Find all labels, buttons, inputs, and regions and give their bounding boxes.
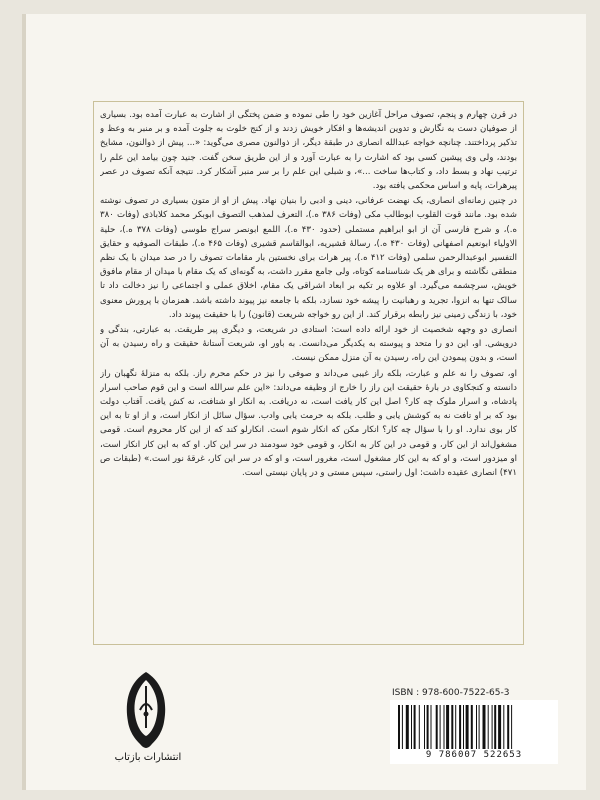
- barcode-stripe: [459, 705, 461, 749]
- barcode-stripe: [479, 705, 480, 749]
- isbn-label: ISBN : 978-600-7522-65-3: [392, 688, 510, 698]
- publisher-name: انتشارات بازتاب: [114, 752, 182, 763]
- barcode-stripe: [406, 705, 409, 749]
- blurb-paragraph-4: او، تصوف را نه علم و عبارت، بلکه راز غیبی می‌داند و صوفی را نیز در حکم محرم راز. بلکه به منزلهٔ نگهبان راز دانسته و کنجکاوی در بارهٔ حقیقت این راز را خارج از وظیفه می‌داند: «این علم سرالله است و این قوم صاحب اسرار پادشاه، و اسرار ملوک چه کار؟ اصل این کار یافت است، نه دریافت. به انکار او شتافت، نه کش یافت. آفتاب دولت بود که بر او تافت نه به کوشش یابی و طلب. بلکه به حرمت یابی وادب. سؤال سائل از انکار است، و از او تا به این کار بوی ندارد. او را با سؤال چه کار؟ انکار مکن که انکار شوم است. انکارلو کند که از این کار محروم است. قومی مشغول‌اند از این کار، و قومی در این کار به انکار، و قومی خود سودمند در سر این کار. او که به این کار انکار است، او میزدور است، و او که به این کار مشغول است، مغرور است، و او که در سر این کار، غرقهٔ نور است.» (طبقات ص ۴۷۱) انصاری عقیده داشت: اول راستی، سپس مستی و در پایان نیستی است.: [100, 368, 517, 479]
- blurb-paragraph-3: انصاری دو وجهه شخصیت از خود ارائه داده است: استادی در شریعت، و دیگری پیر طریقت. به عبارتی، بندگی و درویشی. او، این دو را متحد و پیوسته به یکدیگر می‌دانست. به باور او، شریعت آستانهٔ حقیقت و راه رسیدن به آن است، و بدون پیمودن این راه، رسیدن به آن منزل ممکن نیست.: [100, 325, 517, 364]
- barcode-stripe: [402, 705, 403, 749]
- barcode-stripe: [483, 705, 486, 749]
- barcode-stripe: [471, 705, 473, 749]
- publisher-logo-icon: [118, 668, 174, 754]
- barcode-stripe: [455, 705, 456, 749]
- barcode-stripe: [427, 705, 429, 749]
- barcode-stripe: [511, 705, 512, 749]
- barcode-stripe: [446, 705, 449, 749]
- barcode-stripe: [419, 705, 420, 749]
- barcode-stripe: [414, 705, 416, 749]
- barcode-stripe: [436, 705, 438, 749]
- barcode-stripe: [507, 705, 509, 749]
- barcode: [390, 700, 558, 764]
- barcode-stripe: [398, 705, 400, 749]
- barcode-stripe: [488, 705, 489, 749]
- barcode-stripe: [476, 705, 477, 749]
- barcode-stripe: [440, 705, 441, 749]
- barcode-stripe: [463, 705, 464, 749]
- barcode-stripe: [424, 705, 425, 749]
- barcode-bars-icon: [398, 705, 550, 749]
- barcode-stripe: [494, 705, 496, 749]
- barcode-stripe: [411, 705, 412, 749]
- blurb-paragraph-2: در چنین زمانه‌ای انصاری، یک نهضت عرفانی، دینی و ادبی را بنیان نهاد. پیش از او از متون بسیاری در تصوف نوشته شده بود. مانند قوت القلوب ابوطالب مکی (وفات ۳۸۶ ه.)، التعرف لمذهب التصوف ابوبکر محمد کلاباذی (وفات ۳۸۰ ه.)، و شرح فارسی آن از ابو ابراهیم مستملی (حدود ۴۳۰ ه.)، اللمع ابونصر سراج طوسی (وفات ۳۷۸ ه.)، حلیة الاولیاء ابونعیم اصفهانی (وفات ۴۳۰ ه.)، رسالهٔ قشیریه، ابوالقاسم قشیری (وفات ۴۶۵ ه.)، طبقات الصوفیه و حقایق التفسیر ابوعبدالرحمن سلمی (وفات ۴۱۲ ه.)، پیر هرات برای نخستین بار مقامات تصوف را در صد میدان با یک نظم منطقی نگاشته و برای هر یک شناسنامه کوتاه، ولی جامع مقرر داشت، به گونه‌ای که یک مقام با میدان از مقام مافوق خویش، سرچشمه می‌گیرد. او علاوه بر تکیه بر ابعاد اشراقی یک مقام، اخلاق عملی و اجتماعی را نیز دخالت داد تا سالک تنها به انزوا، تجرید و رهبانیت را پیشه خود نسازد، بلکه با جامعه نیز پیوند داشته باشد. همزمان با پرورش معنوی خود، با زندگی زمینی نیز رابطه برقرار کند. از این رو خواجه شریعت (قانون) را با حقیقت پیوند داد.: [100, 196, 517, 320]
- blurb-text: [100, 108, 517, 638]
- barcode-stripe: [492, 705, 493, 749]
- barcode-stripe: [498, 705, 501, 749]
- barcode-digits: 9 786007 522653: [425, 750, 523, 760]
- barcode-stripe: [444, 705, 445, 749]
- barcode-stripe: [451, 705, 453, 749]
- blurb-paragraph-1: در قرن چهارم و پنجم، تصوف مراحل آغازین خود را طی نموده و ضمن پختگی از اشارت به عبارت آمده بود. بسیاری از صوفیان دست به نگارش و تدوین اندیشه‌ها و افکار خویش زدند و از کنج خلوت به جلوت آمده و بر منبر به وعظ و تذکیر پرداختند. چنانچه خواجه عبدالله انصاری در طبقة دیگر، از ذوالنون مصری می‌گوید: «... پیش از ذوالنون، مشایخ بودند، ولی وی پیشین کسی بود که اشارت را به عبارت آورد و از این طریق سخن گفت. جنید چون بیامد این علم را ترتیب نهاد و بسط داد، و کتاب‌ها ساخت ...»، و شبلی این علم را بر سر منبر آشکار کرد. نتیجه آنکه تصوف در عصر پیرهرات، پایه و اساس محکمی یافته بود.: [100, 110, 517, 192]
- barcode-stripe: [503, 705, 504, 749]
- barcode-stripe: [431, 705, 432, 749]
- barcode-stripe: [466, 705, 469, 749]
